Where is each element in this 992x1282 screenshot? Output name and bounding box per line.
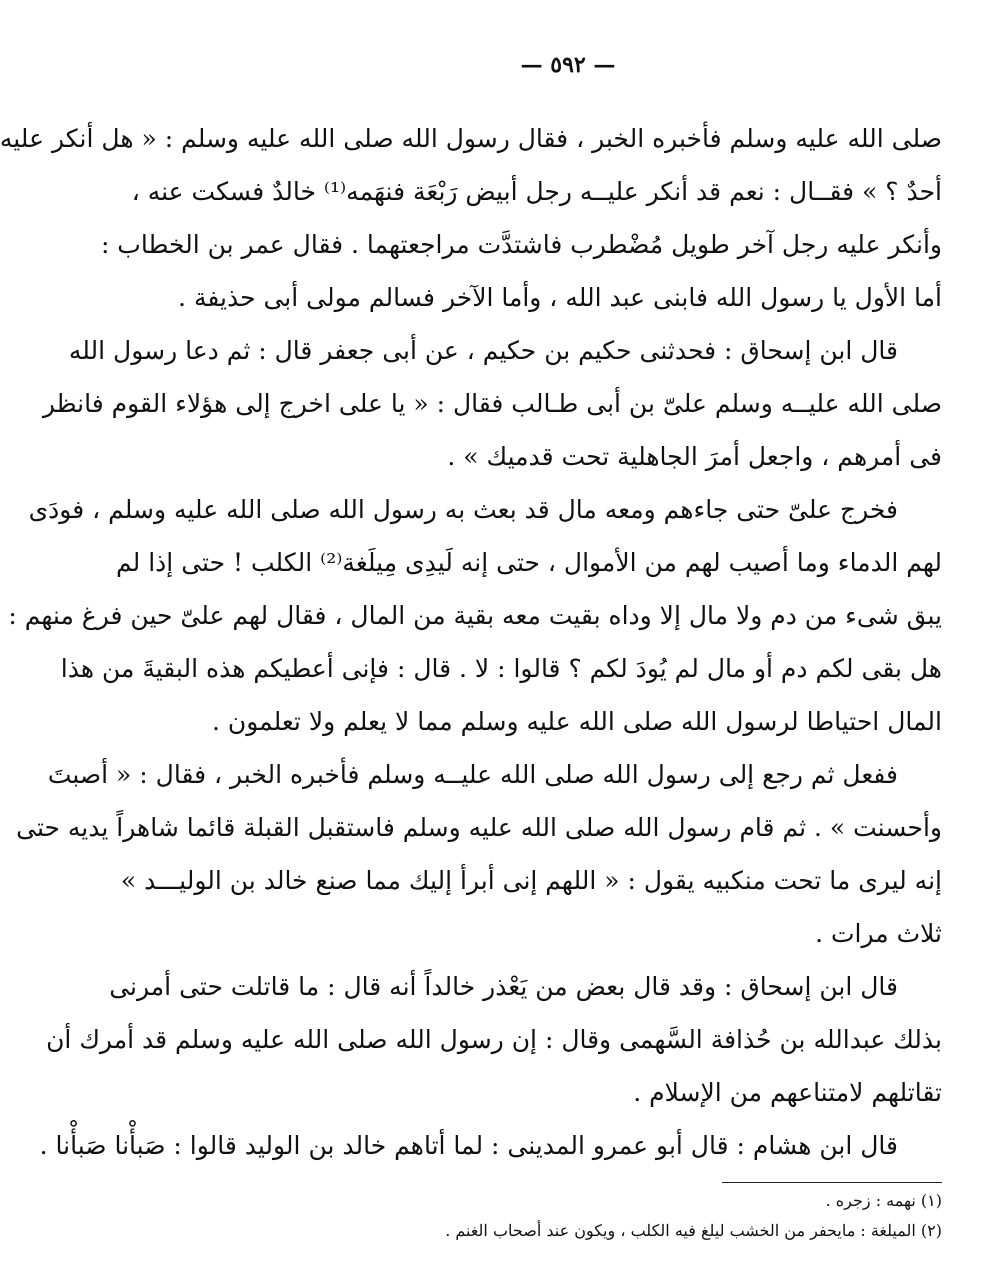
paragraph-3 xyxy=(8,483,942,748)
footnotes xyxy=(202,1186,942,1246)
text-line: أحدٌ ؟ » فقــال : نعم قد أنكر عليــه رجل أبيض رَبْعَة فنهَمه⁽¹⁾ خالدٌ فسكت عنه ، xyxy=(131,177,942,206)
text-line: هل بقى لكم دم أو مال لم يُودَ لكم ؟ قالوا : لا . قال : فإنى أعطيكم هذه البقيةَ من هذا xyxy=(60,654,942,683)
text-line: وأنكر عليه رجل آخر طويل مُضْطرب فاشتدَّت مراجعتهما . فقال عمر بن الخطاب : xyxy=(100,230,942,259)
paragraph-2 xyxy=(42,324,942,483)
footnote-2: (٢) الميلغة : مايحفر من الخشب ليلغ فيه الكلب ، ويكون عند أصحاب الغنم . xyxy=(445,1221,942,1240)
text-line: قال ابن إسحاق : فحدثنى حكيم بن حكيم ، عن أبى جعفر قال : ثم دعا رسول الله xyxy=(68,336,898,365)
main-text xyxy=(0,112,942,1172)
text-line: لهم الدماء وما أصيب لهم من الأموال ، حتى إنه لَيدِى مِيلَغة⁽²⁾ الكلب ! حتى إذا لم xyxy=(116,548,942,577)
paragraph-4 xyxy=(16,748,942,960)
text-line: صلى الله عليه وسلم فأخبره الخبر ، فقال رسول الله صلى الله عليه وسلم : « هل أنكر عليه xyxy=(0,124,942,153)
text-line: فى أمرهم ، واجعل أمرَ الجاهلية تحت قدميك » . xyxy=(447,442,942,471)
paragraph-5 xyxy=(46,960,942,1119)
text-line: وأحسنت » . ثم قام رسول الله صلى الله عليه وسلم فاستقبل القبلة قائما شاهراً يديه حتى xyxy=(16,813,942,842)
text-line: قال ابن هشام : قال أبو عمرو المدينى : لما أتاهم خالد بن الوليد قالوا : صَبأْنا صَبأْنا . xyxy=(39,1131,898,1160)
text-line: ففعل ثم رجع إلى رسول الله صلى الله عليــه وسلم فأخبره الخبر ، فقال : « أصبتَ xyxy=(47,760,898,789)
text-line: ثلاث مرات . xyxy=(815,919,942,948)
text-line: تقاتلهم لامتناعهم من الإسلام . xyxy=(633,1078,942,1107)
page-number: — ٥٩٢ — xyxy=(520,52,616,78)
text-line: أما الأول يا رسول الله فابنى عبد الله ، وأما الآخر فسالم مولى أبى حذيفة . xyxy=(178,283,942,312)
text-line: يبق شىء من دم ولا مال إلا وداه بقيت معه بقية من المال ، فقال لهم علىّ حين فرغ منهم : xyxy=(8,601,942,630)
footnote-1: (١) نهمه : زجره . xyxy=(825,1191,942,1210)
text-line: إنه ليرى ما تحت منكبيه يقول : « اللهم إنى أبرأ إليك مما صنع خالد بن الوليـــد » xyxy=(120,866,942,895)
text-line: قال ابن إسحاق : وقد قال بعض من يَعْذر خالداً أنه قال : ما قاتلت حتى أمرنى xyxy=(109,972,898,1001)
text-line: فخرج علىّ حتى جاءهم ومعه مال قد بعث به رسول الله صلى الله عليه وسلم ، فودَى xyxy=(28,495,898,524)
text-line: بذلك عبدالله بن حُذافة السَّهمى وقال : إن رسول الله صلى الله عليه وسلم قد أمرك أن xyxy=(46,1025,942,1054)
paragraph-1 xyxy=(0,112,942,324)
footnote-divider xyxy=(722,1182,942,1183)
paragraph-6 xyxy=(39,1119,942,1172)
text-line: المال احتياطا لرسول الله صلى الله عليه وسلم مما لا يعلم ولا تعلمون . xyxy=(211,707,942,736)
text-line: صلى الله عليــه وسلم علىّ بن أبى طـالب فقال : « يا على اخرج إلى هؤلاء القوم فانظر xyxy=(42,389,942,418)
